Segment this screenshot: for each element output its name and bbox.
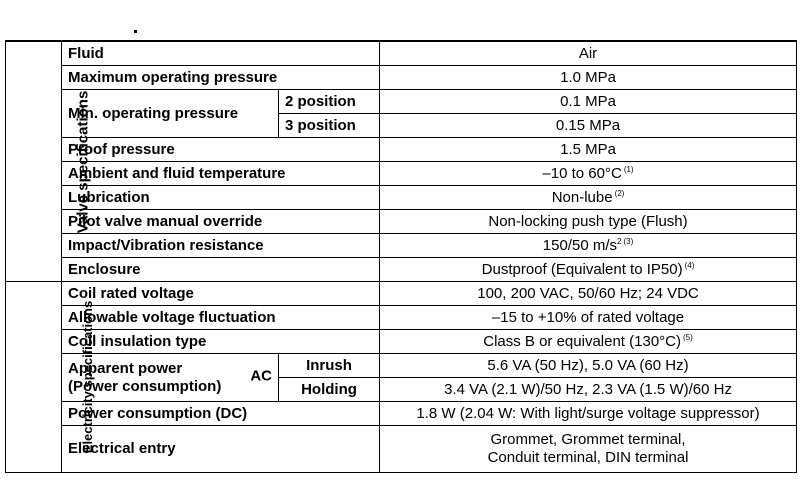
value-inrush: 5.6 VA (50 Hz), 5.0 VA (60 Hz) xyxy=(380,354,797,378)
category-valve-label: Valve specifications xyxy=(74,90,92,233)
label-manual-override: Pilot valve manual override xyxy=(62,210,380,234)
label-3-position: 3 position xyxy=(279,114,380,138)
label-inrush: Inrush xyxy=(279,354,380,378)
note-3: (3) xyxy=(623,236,634,246)
label-apparent-power-line2: (Power consumption) xyxy=(68,377,222,395)
value-electrical-entry-line1: Grommet, Grommet terminal, xyxy=(490,431,686,448)
note-2: (2) xyxy=(614,188,625,198)
value-manual-override: Non-locking push type (Flush) xyxy=(380,210,797,234)
row-impact xyxy=(6,234,797,258)
row-coil-voltage xyxy=(6,282,797,306)
label-fluid: Fluid xyxy=(62,41,380,66)
row-insulation xyxy=(6,330,797,354)
row-max-pressure xyxy=(6,66,797,90)
note-4: (4) xyxy=(684,260,695,270)
stray-dot xyxy=(134,30,137,33)
value-electrical-entry xyxy=(380,426,797,473)
value-temperature-cell xyxy=(380,162,797,186)
value-3-position: 0.15 MPa xyxy=(380,114,797,138)
value-insulation: Class B or equivalent (130°C) xyxy=(483,332,681,350)
value-impact: 150/50 m/s xyxy=(542,236,617,254)
value-enclosure-cell xyxy=(380,258,797,282)
label-holding: Holding xyxy=(279,378,380,402)
row-voltage-fluctuation xyxy=(6,306,797,330)
row-temperature xyxy=(6,162,797,186)
label-max-pressure: Maximum operating pressure xyxy=(62,66,380,90)
note-1: (1) xyxy=(623,164,634,174)
category-electricity-label: Electricity specifications xyxy=(80,300,96,454)
row-lubrication xyxy=(6,186,797,210)
label-voltage-fluctuation: Allowable voltage fluctuation xyxy=(62,306,380,330)
row-manual-override xyxy=(6,210,797,234)
value-power-dc: 1.8 W (2.04 W: With light/surge voltage suppressor) xyxy=(380,402,797,426)
row-apparent-power-inrush xyxy=(6,354,797,378)
value-max-pressure: 1.0 MPa xyxy=(380,66,797,90)
row-electrical-entry xyxy=(6,426,797,473)
label-2-position: 2 position xyxy=(279,90,380,114)
label-electrical-entry: Electrical entry xyxy=(62,426,380,473)
row-fluid xyxy=(6,41,797,66)
row-power-dc xyxy=(6,402,797,426)
row-proof-pressure xyxy=(6,138,797,162)
label-apparent-power xyxy=(62,354,279,402)
label-insulation: Coil insulation type xyxy=(62,330,380,354)
specifications-table xyxy=(5,40,797,473)
value-impact-cell xyxy=(380,234,797,258)
label-lubrication: Lubrication xyxy=(62,186,380,210)
label-power-dc: Power consumption (DC) xyxy=(62,402,380,426)
label-impact: Impact/Vibration resistance xyxy=(62,234,380,258)
value-fluid: Air xyxy=(380,41,797,66)
row-enclosure xyxy=(6,258,797,282)
value-coil-voltage: 100, 200 VAC, 50/60 Hz; 24 VDC xyxy=(380,282,797,306)
value-enclosure: Dustproof (Equivalent to IP50) xyxy=(481,260,683,278)
label-ac: AC xyxy=(250,367,272,385)
value-lubrication: Non-lube xyxy=(551,188,613,206)
row-min-pressure-2pos xyxy=(6,90,797,114)
value-lubrication-cell xyxy=(380,186,797,210)
value-2-position: 0.1 MPa xyxy=(380,90,797,114)
value-electrical-entry-line2: Conduit terminal, DIN terminal xyxy=(487,449,689,466)
superscript-2: 2 xyxy=(617,236,622,246)
label-min-pressure: Min. operating pressure xyxy=(62,90,279,138)
value-voltage-fluctuation: –15 to +10% of rated voltage xyxy=(380,306,797,330)
value-insulation-cell xyxy=(380,330,797,354)
label-enclosure: Enclosure xyxy=(62,258,380,282)
value-proof-pressure: 1.5 MPa xyxy=(380,138,797,162)
label-temperature: Ambient and fluid temperature xyxy=(62,162,380,186)
note-5: (5) xyxy=(683,332,693,342)
label-proof-pressure: Proof pressure xyxy=(62,138,380,162)
value-temperature: –10 to 60°C xyxy=(542,164,622,182)
label-coil-voltage: Coil rated voltage xyxy=(62,282,380,306)
value-holding: 3.4 VA (2.1 W)/50 Hz, 2.3 VA (1.5 W)/60 Hz xyxy=(380,378,797,402)
category-electricity-specifications xyxy=(6,282,96,473)
label-apparent-power-line1: Apparent power xyxy=(68,359,183,377)
